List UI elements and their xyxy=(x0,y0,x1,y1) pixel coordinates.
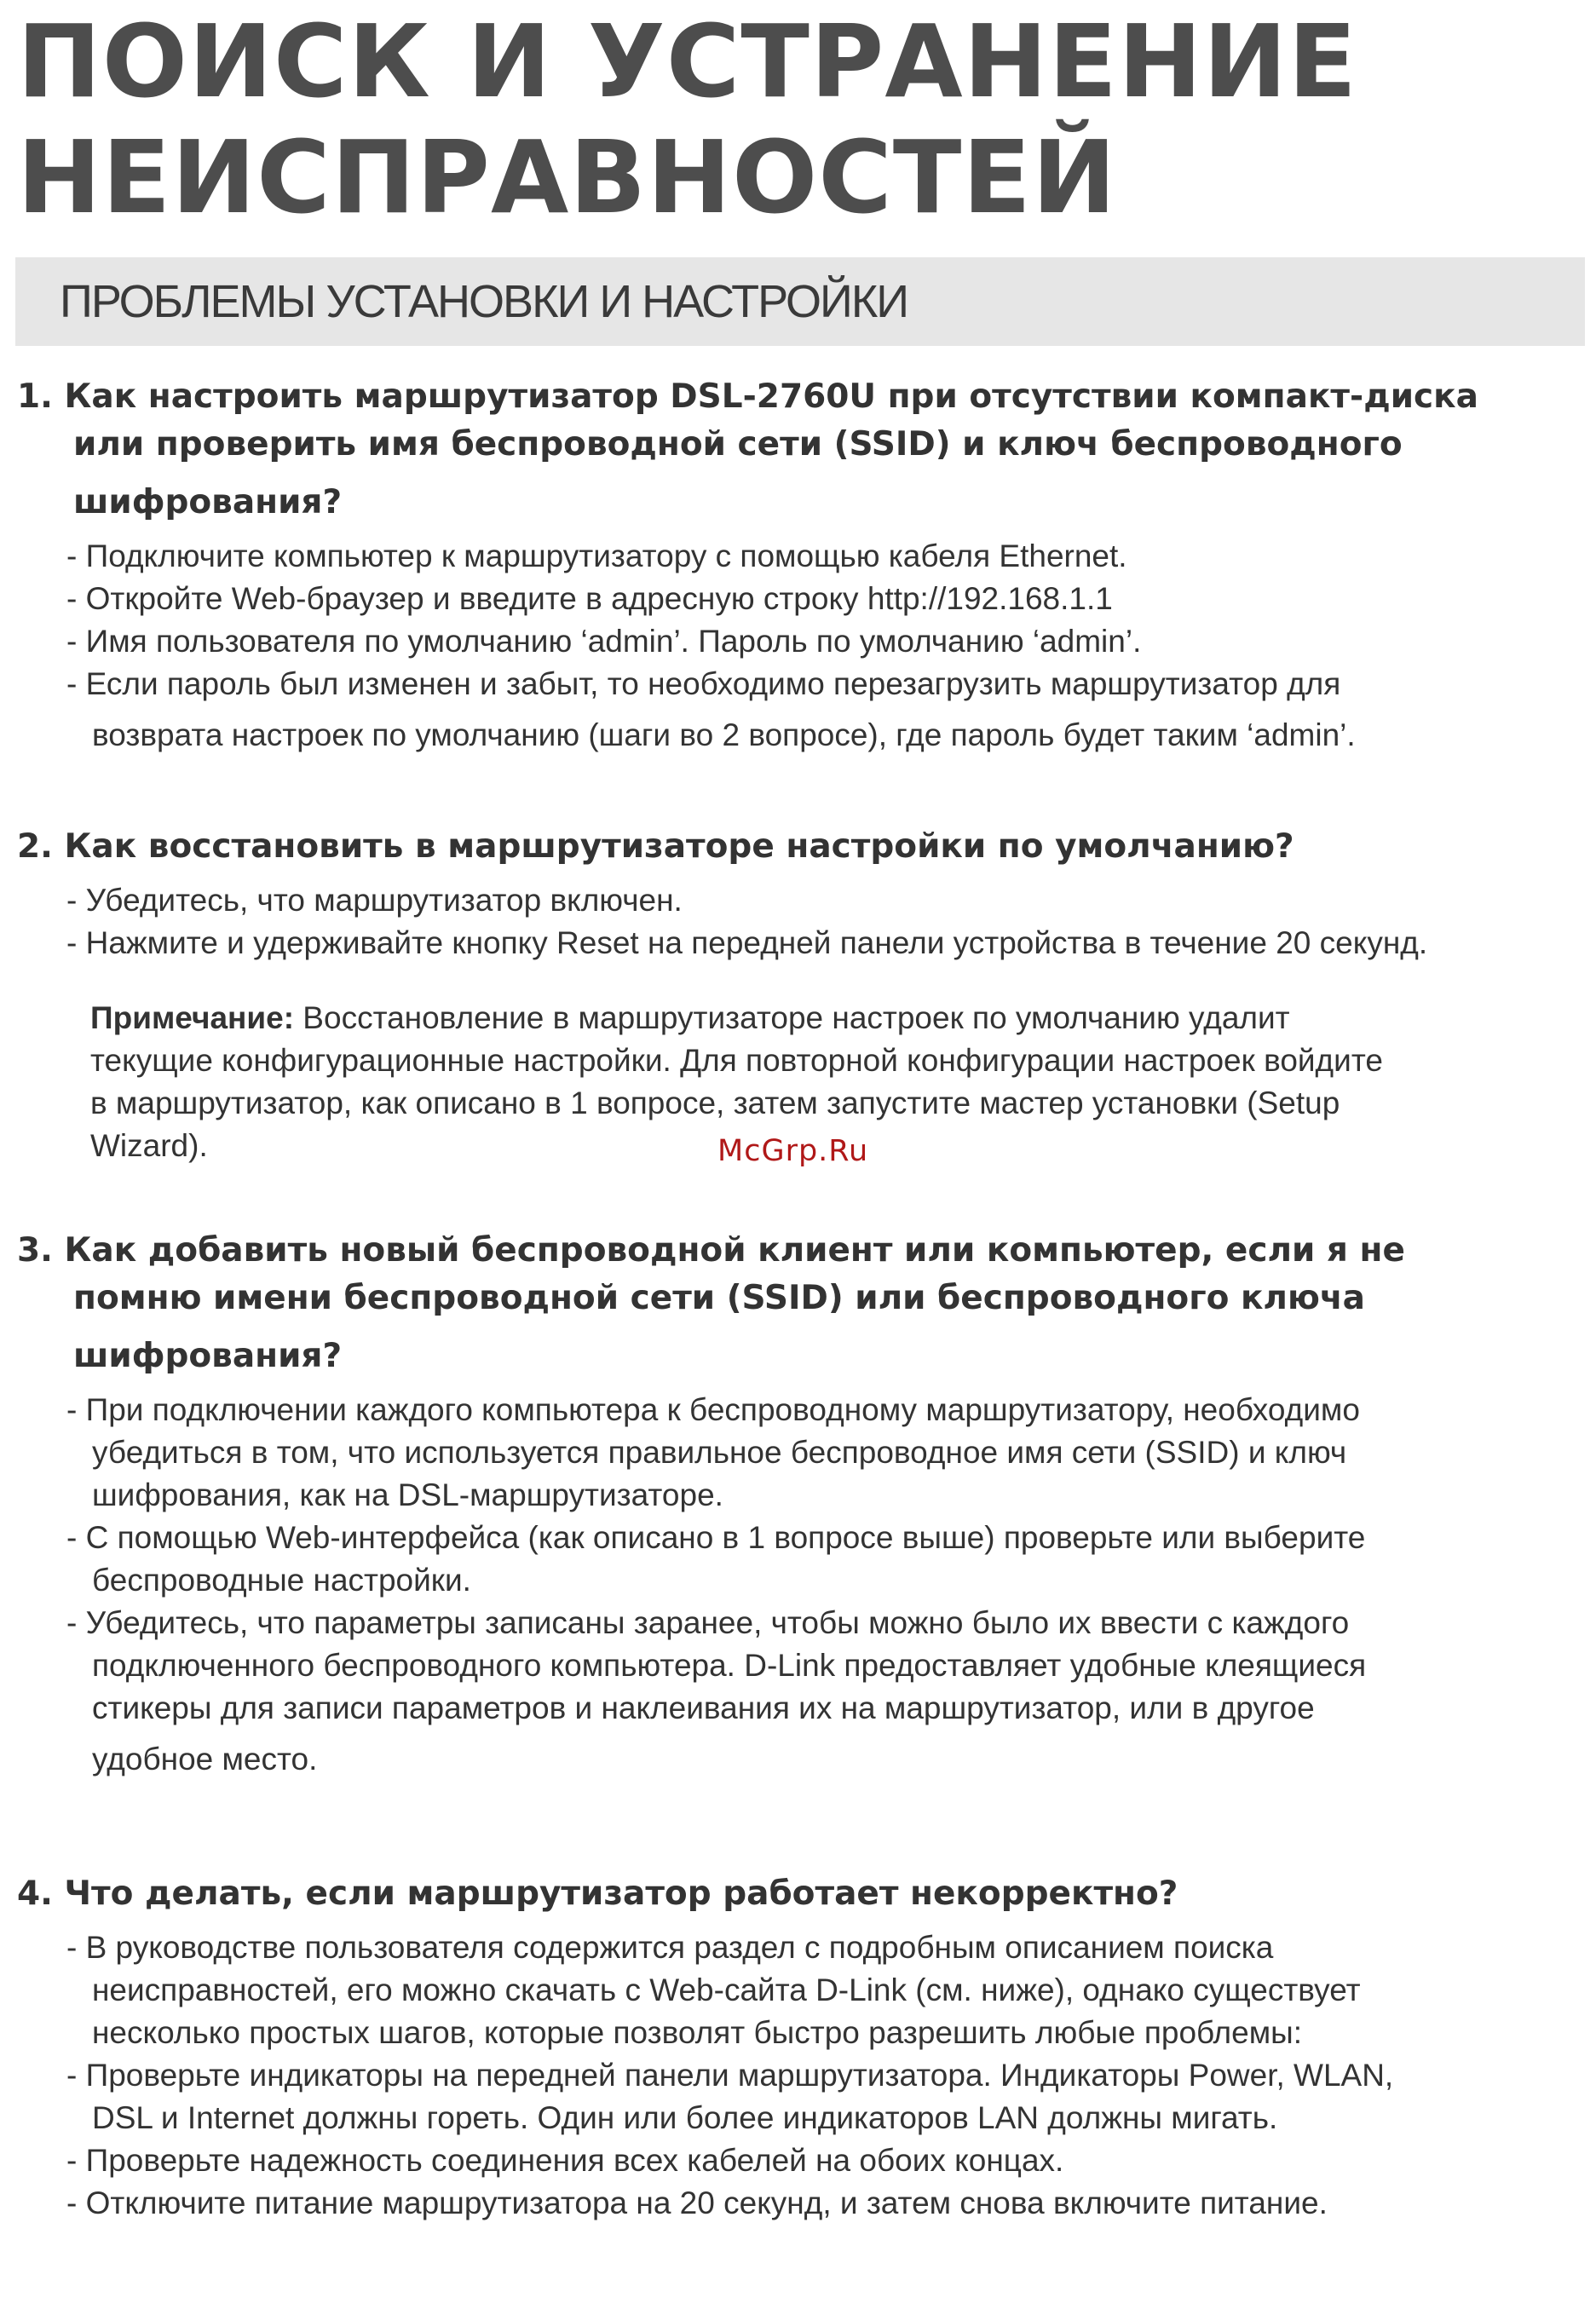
page-title xyxy=(17,3,1551,235)
answer-list xyxy=(17,1926,1585,2225)
question-heading xyxy=(17,373,1585,527)
answer-item xyxy=(66,663,1585,757)
answer-list xyxy=(17,879,1585,965)
question-heading xyxy=(17,1227,1585,1380)
answer-line: - Проверьте надежность соединения всех кабелей на обоих концах. xyxy=(66,2143,1064,2178)
answer-list xyxy=(17,1389,1585,1781)
answer-line: беспроводные настройки. xyxy=(92,1563,471,1598)
question-heading-line: 1. Как настроить маршрутизатор DSL-2760U при отсутствии компакт-диска xyxy=(17,377,1478,416)
faq-item-1 xyxy=(17,373,1585,757)
answer-item xyxy=(66,620,1585,663)
faq-item-3 xyxy=(17,1227,1585,1781)
answer-line: несколько простых шагов, которые позволят быстро разрешить любые проблемы: xyxy=(92,2015,1303,2050)
note-text: Восстановление в маршрутизаторе настроек по умолчанию удалит xyxy=(294,1000,1290,1035)
page-title-line-2: НЕИСПРАВНОСТЕЙ xyxy=(17,118,1117,236)
question-heading xyxy=(17,823,1585,871)
answer-line: неисправностей, его можно скачать с Web-сайта D-Link (см. ниже), однако существует xyxy=(92,1972,1361,2007)
answer-line: - Убедитесь, что параметры записаны заранее, чтобы можно было их ввести с каждого xyxy=(66,1605,1350,1640)
page-title-line-1: ПОИСК И УСТРАНЕНИЕ xyxy=(17,3,1358,120)
question-heading xyxy=(17,1870,1585,1918)
answer-item xyxy=(66,578,1585,620)
answer-line: - Нажмите и удерживайте кнопку Reset на передней панели устройства в течение 20 секунд. xyxy=(66,925,1428,960)
note-line: в маршрутизатор, как описано в 1 вопросе, затем запустите мастер установки (Setup xyxy=(90,1086,1340,1120)
answer-line: убедиться в том, что используется правильное беспроводное имя сети (SSID) и ключ xyxy=(92,1435,1347,1470)
answer-item xyxy=(66,2054,1585,2139)
question-heading-line: 4. Что делать, если маршрутизатор работает некорректно? xyxy=(17,1874,1178,1913)
answer-item xyxy=(66,1926,1585,2054)
answer-line: возврата настроек по умолчанию (шаги во 2 вопросе), где пароль будет таким ‘admin’. xyxy=(92,717,1356,752)
answer-item xyxy=(66,2139,1585,2182)
answer-item xyxy=(66,1517,1585,1602)
question-heading-line: или проверить имя беспроводной сети (SSID) и ключ беспроводного xyxy=(73,425,1403,464)
answer-line: - Если пароль был изменен и забыт, то необходимо перезагрузить маршрутизатор для xyxy=(66,666,1341,701)
answer-line: стикеры для записи параметров и наклеивания их на маршрутизатор, или в другое xyxy=(92,1690,1315,1725)
answer-line: - В руководстве пользователя содержится раздел с подробным описанием поиска xyxy=(66,1930,1274,1965)
question-heading-line: 3. Как добавить новый беспроводной клиент или компьютер, если я не xyxy=(17,1231,1405,1270)
section-header-bar xyxy=(15,257,1585,346)
question-heading-line: шифрования? xyxy=(73,1337,343,1375)
answer-line: - Откройте Web-браузер и введите в адресную строку http://192.168.1.1 xyxy=(66,581,1113,616)
answer-line: - Имя пользователя по умолчанию ‘admin’. Пароль по умолчанию ‘admin’. xyxy=(66,624,1142,659)
answer-item xyxy=(66,1389,1585,1517)
answer-item xyxy=(66,2182,1585,2225)
note-line: Wizard). xyxy=(90,1128,208,1163)
section-title: ПРОБЛЕМЫ УСТАНОВКИ И НАСТРОЙКИ xyxy=(60,276,908,327)
question-heading-line: шифрования? xyxy=(73,483,343,521)
answer-list xyxy=(17,535,1585,757)
answer-line: - Отключите питание маршрутизатора на 20 секунд, и затем снова включите питание. xyxy=(66,2185,1328,2220)
answer-line: DSL и Internet должны гореть. Один или более индикаторов LAN должны мигать. xyxy=(92,2100,1278,2135)
faq-item-2 xyxy=(17,823,1585,1167)
answer-item xyxy=(66,922,1585,965)
answer-line: подключенного беспроводного компьютера. D-Link предоставляет удобные клеящиеся xyxy=(92,1648,1367,1683)
note-line: текущие конфигурационные настройки. Для повторной конфигурации настроек войдите xyxy=(90,1043,1383,1078)
question-heading-line: 2. Как восстановить в маршрутизаторе настройки по умолчанию? xyxy=(17,827,1294,866)
answer-line: - С помощью Web-интерфейса (как описано в 1 вопросе выше) проверьте или выберите xyxy=(66,1520,1366,1555)
answer-line: шифрования, как на DSL-маршрутизаторе. xyxy=(92,1477,723,1512)
answer-item xyxy=(66,879,1585,922)
answer-item xyxy=(66,535,1585,578)
faq-item-4 xyxy=(17,1870,1585,2225)
answer-line: удобное место. xyxy=(92,1742,318,1777)
answer-line: - При подключении каждого компьютера к беспроводному маршрутизатору, необходимо xyxy=(66,1392,1360,1427)
note-line xyxy=(90,997,1585,1039)
question-heading-line: помню имени беспроводной сети (SSID) или беспроводного ключа xyxy=(73,1279,1365,1317)
answer-line: - Убедитесь, что маршрутизатор включен. xyxy=(66,883,683,918)
note-label: Примечание: xyxy=(90,1000,295,1035)
answer-item xyxy=(66,1602,1585,1781)
watermark: McGrp.Ru xyxy=(717,1134,869,1168)
answer-line: - Проверьте индикаторы на передней панели маршрутизатора. Индикаторы Power, WLAN, xyxy=(66,2058,1394,2093)
answer-line: - Подключите компьютер к маршрутизатору с помощью кабеля Ethernet. xyxy=(66,538,1127,573)
